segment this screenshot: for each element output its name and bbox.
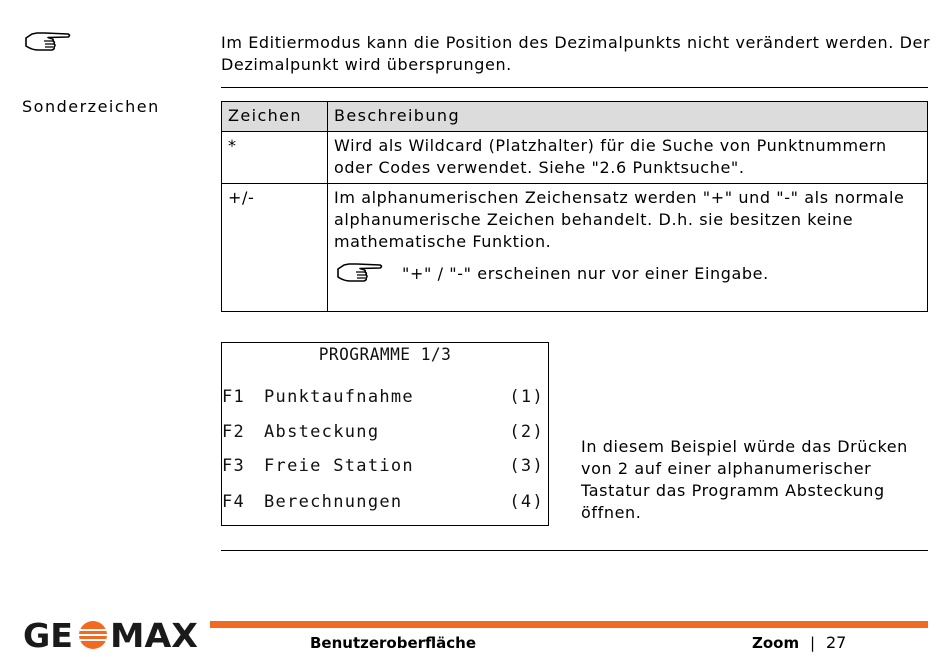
menu-label: Freie Station (264, 456, 414, 476)
menu-item-f1[interactable] (222, 387, 546, 409)
table-row (222, 132, 928, 184)
program-screen (221, 342, 549, 526)
menu-key: F3 (222, 456, 246, 476)
globe-icon (79, 621, 107, 649)
pointing-hand-icon (24, 30, 72, 54)
menu-key: F1 (222, 387, 246, 407)
geomax-logo (23, 618, 201, 652)
cell-beschreibung: Im alphanumerischen Zeichensatz werden "+" und "-" als normale alphanumerische Zeichen behandelt. D.h. sie besitzen keine mathematische Funktion. (334, 188, 905, 251)
divider (221, 550, 928, 551)
cell-note-text: "+" / "-" erscheinen nur vor einer Eingabe. (402, 264, 769, 283)
section-label: Sonderzeichen (22, 97, 160, 116)
header-beschreibung: Beschreibung (328, 102, 928, 132)
menu-key: F4 (222, 492, 246, 512)
menu-item-f3[interactable] (222, 456, 546, 478)
special-characters-table (221, 101, 928, 312)
menu-number: (4) (509, 492, 544, 512)
menu-number: (1) (509, 387, 544, 407)
footer-accent-bar (210, 621, 928, 628)
svg-text:MAX: MAX (110, 618, 198, 652)
example-text: In diesem Beispiel würde das Drücken von 2 auf einer alphanumerischer Tastatur das Programm Absteckung öffnen. (581, 437, 908, 522)
cell-note (334, 263, 921, 303)
cell-beschreibung: Wird als Wildcard (Platzhalter) für die Suche von Punktnummern oder Codes verwendet. Siehe "2.6 Punktsuche". (328, 132, 928, 184)
footer-section: Benutzeroberfläche (310, 634, 477, 652)
table-row (222, 184, 928, 312)
footer-separator: | (810, 634, 816, 652)
pointing-hand-icon (336, 261, 384, 285)
menu-number: (2) (509, 422, 544, 442)
header-zeichen: Zeichen (222, 102, 328, 132)
screen-title: PROGRAMME 1/3 (318, 345, 452, 365)
menu-label: Berechnungen (264, 492, 403, 512)
menu-label: Absteckung (264, 422, 380, 442)
divider (221, 87, 928, 88)
menu-label: Punktaufnahme (264, 387, 414, 407)
menu-item-f4[interactable] (222, 492, 546, 514)
edit-mode-note: Im Editiermodus kann die Position des Dezimalpunkts nicht verändert werden. Der Dezimalpunkt wird übersprungen. (221, 33, 931, 74)
menu-number: (3) (509, 456, 544, 476)
cell-zeichen: * (222, 132, 328, 184)
menu-item-f2[interactable] (222, 422, 546, 444)
table-header-row (222, 102, 928, 132)
cell-beschreibung-container (328, 184, 928, 312)
footer-chapter: Zoom (752, 634, 800, 652)
menu-key: F2 (222, 422, 246, 442)
svg-text:GE: GE (23, 618, 73, 652)
cell-zeichen: +/- (222, 184, 328, 312)
page-number: 27 (826, 633, 847, 652)
